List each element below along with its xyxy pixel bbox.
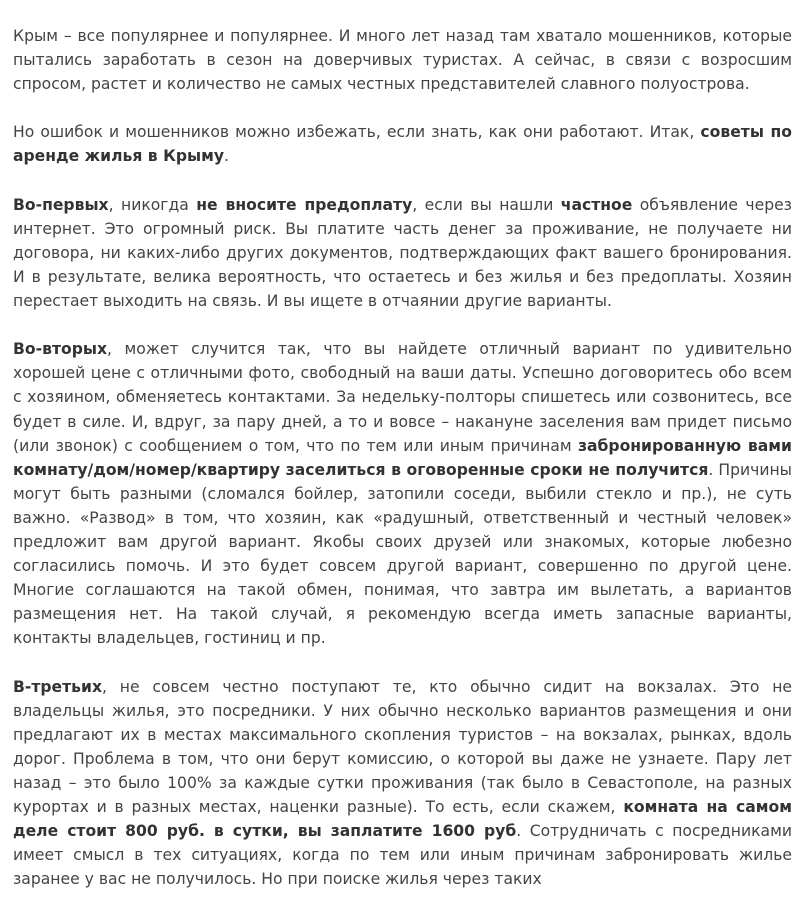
- bold-phrase: советы по аренде жилья в Крыму: [13, 123, 792, 166]
- article-body: [13, 24, 792, 915]
- text-segment: .: [224, 147, 229, 166]
- text-segment: . Причины могут быть разными (сломался бойлер, затопили соседи, выбили стекло и пр.), не суть важно. «Развод» в том, что хозяин, как «радушный, ответственный и честный человек» предложит вам другой вариант. Якобы своих друзей или знакомых, которые любезно согласились помочь. И это будет совсем другой вариант, совершенно по другой цене. Многие соглашаются на такой обмен, понимая, что завтра им вылетать, а вариантов размещения нет. На такой случай, я рекомендую всегда иметь запасные варианты, контакты владельцев, гостиниц и пр.: [13, 460, 792, 648]
- text-segment: , не совсем честно поступают те, кто обычно сидит на вокзалах. Это не владельцы жилья, это посредники. У них обычно несколько вариантов размещения и они предлагают их в местах максимального скопления туристов – на вокзалах, рынках, вдоль дорог. Проблема в том, что они берут комиссию, о которой вы даже не узнаете. Пару лет назад – это было 100% за каждые сутки проживания (так было в Севастополе, на разных курортах и в разных местах, наценки разные). То есть, если скажем,: [13, 677, 792, 816]
- bold-phrase: комната на самом деле стоит 800 руб. в сутки, вы заплатите 1600 руб: [13, 798, 792, 841]
- bold-phrase: забронированную вами комнату/дом/номер/квартиру заселиться в оговоренные сроки не получится: [13, 436, 792, 479]
- bold-phrase: не вносите предоплату: [196, 195, 413, 214]
- bold-phrase: В-третьих: [13, 677, 103, 696]
- bold-phrase: Во-вторых: [13, 340, 108, 359]
- paragraph-intro: [13, 24, 792, 96]
- paragraph-third: [13, 675, 792, 892]
- text-segment: , может случится так, что вы найдете отличный вариант по удивительно хорошей цене с отличными фото, свободный на ваши даты. Успешно договоритесь обо всем с хозяином, обменяетесь контактами. За недельку-полторы спишетесь или созвонитесь, все будет в силе. И, вдруг, за пару дней, а то и вовсе – накануне заселения вам придет письмо (или звонок) с сообщением о том, что по тем или иным причинам: [13, 340, 792, 455]
- text-segment: объявление через интернет. Это огромный риск. Вы платите часть денег за проживание, не получаете ни договора, ни каких-либо других документов, подтверждающих факт вашего бронирования. И в результате, велика вероятность, что остаетесь и без жилья и без предоплаты. Хозяин перестает выходить на связь. И вы ищете в отчаянии другие варианты.: [13, 195, 792, 311]
- text-segment: , никогда: [108, 195, 197, 214]
- text-segment: , если вы нашли: [412, 195, 561, 214]
- paragraph-second: [13, 337, 792, 650]
- text-segment: Крым – все популярнее и популярнее. И много лет назад там хватало мошенников, которые пытались заработать в сезон на доверчивых туристах. А сейчас, в связи с возросшим спросом, растет и количество не самых честных представителей славного полуострова.: [13, 27, 792, 94]
- paragraph-first: [13, 193, 792, 313]
- paragraph-tips-intro: [13, 120, 792, 168]
- text-segment: . Сотрудничать с посредниками имеет смысл в тех ситуациях, когда по тем или иным причинам забронировать жилье заранее у вас не получилось. Но при поиске жилья через таких: [13, 822, 792, 889]
- bold-phrase: частное: [560, 195, 633, 214]
- bold-phrase: Во-первых: [13, 195, 109, 214]
- text-segment: Но ошибок и мошенников можно избежать, если знать, как они работают. Итак,: [13, 123, 701, 142]
